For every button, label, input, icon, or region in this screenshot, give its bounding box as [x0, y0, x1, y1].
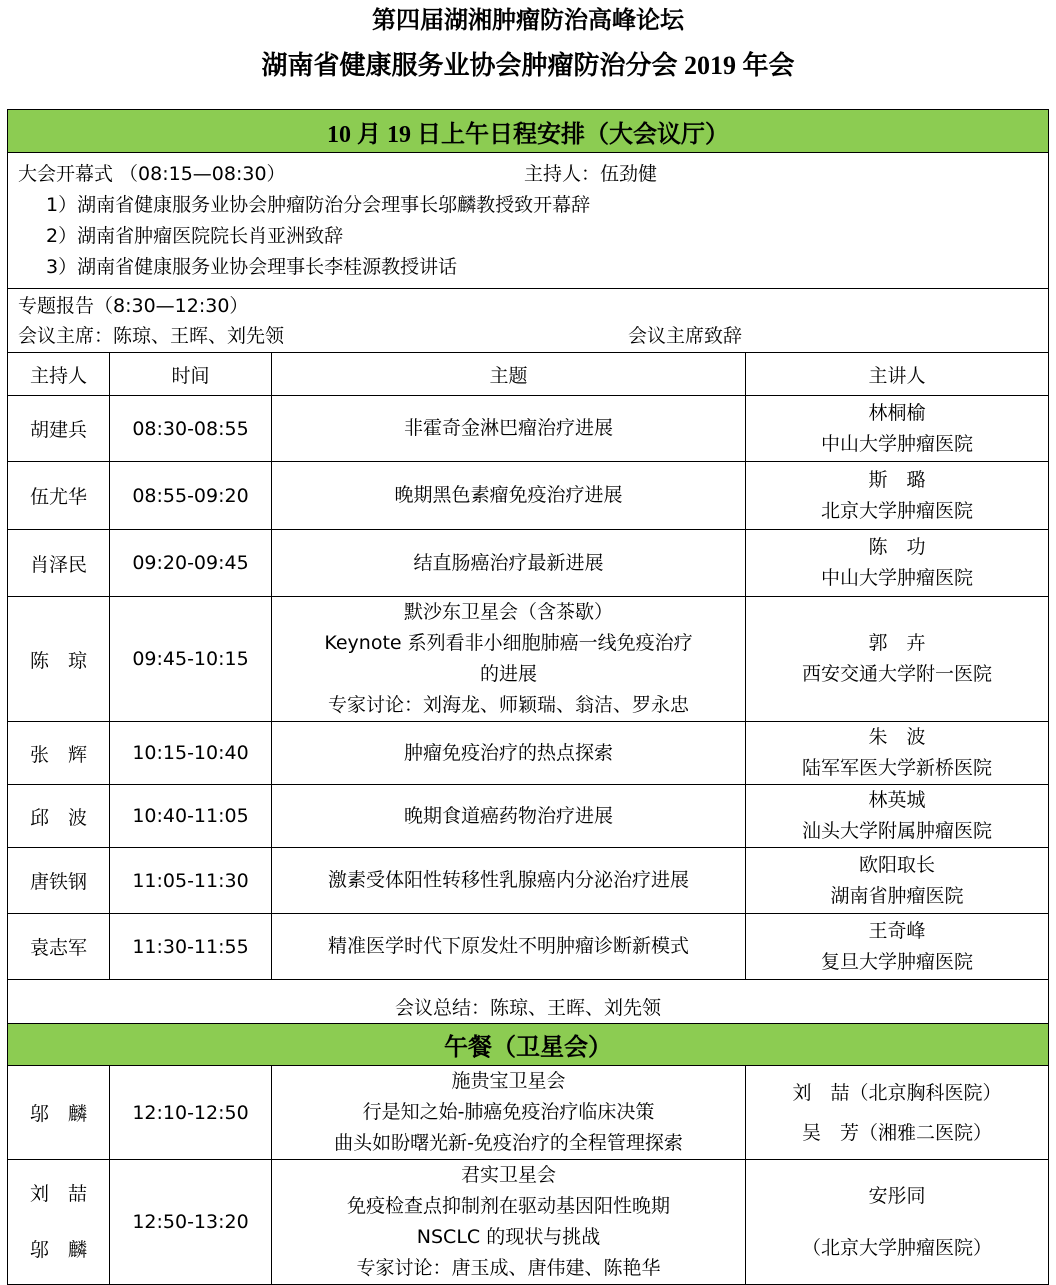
- col-header-host: 主持人: [8, 353, 110, 396]
- row-speaker: [746, 848, 1049, 914]
- speaker-hospital: 湖南省肿瘤医院: [830, 884, 964, 907]
- row-topic: [272, 785, 746, 848]
- row-speaker: [746, 1066, 1049, 1160]
- row-topic: [272, 848, 746, 914]
- topic-line: 非霍奇金淋巴瘤治疗进展: [403, 417, 613, 439]
- row-host: 邱 波: [8, 785, 110, 848]
- row-speaker: [746, 785, 1049, 848]
- schedule-table: [7, 109, 1049, 1285]
- column-header-row: [8, 353, 1049, 396]
- row-time: 09:45-10:15: [110, 597, 272, 722]
- opening-host: 主持人：伍劲健: [524, 163, 658, 185]
- host-name: 邬 麟: [29, 1239, 87, 1261]
- morning-banner-row: [8, 110, 1049, 153]
- topic-line: 默沙东卫星会（含茶歇）: [403, 601, 613, 623]
- topic-line: 晚期黑色素瘤免疫治疗进展: [394, 484, 623, 506]
- row-time: 12:10-12:50: [110, 1066, 272, 1160]
- speaker-line: 吴 芳（湘雅二医院）: [801, 1121, 992, 1144]
- topic-line: 精准医学时代下原发灶不明肿瘤诊断新模式: [327, 935, 689, 957]
- col-header-speaker: 主讲人: [746, 353, 1049, 396]
- topic-line: Keynote 系列看非小细胞肺癌一线免疫治疗: [324, 632, 693, 654]
- morning-banner: 10 月 19 日上午日程安排（大会议厅）: [8, 110, 1049, 153]
- topic-line: 专家讨论：唐玉成、唐伟建、陈艳华: [356, 1257, 661, 1279]
- row-topic: [272, 530, 746, 597]
- speaker-line: 刘 喆（北京胸科医院）: [792, 1081, 1002, 1104]
- row-time: 08:30-08:55: [110, 396, 272, 462]
- row-time: 08:55-09:20: [110, 462, 272, 530]
- row-time: 12:50-13:20: [110, 1160, 272, 1285]
- row-speaker: [746, 530, 1049, 597]
- topic-line: 行是知之始-肺癌免疫治疗临床决策: [362, 1101, 655, 1123]
- topic-line: 免疫检查点抑制剂在驱动基因阳性晚期: [346, 1195, 670, 1217]
- speaker-name: 王奇峰: [868, 919, 926, 942]
- speaker-name: 朱 波: [868, 726, 926, 748]
- row-speaker: [746, 462, 1049, 530]
- table-row: [8, 914, 1049, 980]
- row-time: 09:20-09:45: [110, 530, 272, 597]
- row-topic: [272, 1066, 746, 1160]
- row-topic: [272, 1160, 746, 1285]
- opening-row: [8, 153, 1049, 289]
- row-host: 袁志军: [8, 914, 110, 980]
- row-topic: [272, 462, 746, 530]
- row-topic: [272, 396, 746, 462]
- row-speaker: [746, 597, 1049, 722]
- speaker-name: 欧阳取长: [858, 853, 935, 876]
- speaker-hospital: 中山大学肿瘤医院: [820, 432, 973, 455]
- opening-item-1: 1）湖南省健康服务业协会肿瘤防治分会理事长邬麟教授致开幕辞: [46, 194, 591, 216]
- topic-line: 激素受体阳性转移性乳腺癌内分泌治疗进展: [327, 869, 689, 891]
- topic-line: 施贵宝卫星会: [451, 1070, 566, 1092]
- special-report-block: [8, 289, 1049, 353]
- special-report-label: 专题报告（8:30—12:30）: [18, 294, 249, 317]
- topic-line: 肿瘤免疫治疗的热点探索: [403, 741, 613, 764]
- table-row: [8, 1066, 1049, 1160]
- table-row: [8, 1160, 1049, 1285]
- row-topic: [272, 722, 746, 785]
- speaker-hospital: 陆军军医大学新桥医院: [801, 757, 992, 779]
- meeting-chairs: 会议主席：陈琼、王晖、刘先领: [18, 324, 285, 347]
- table-row: [8, 462, 1049, 530]
- row-host: 唐铁钢: [8, 848, 110, 914]
- row-speaker: [746, 914, 1049, 980]
- row-time: 11:05-11:30: [110, 848, 272, 914]
- table-row: [8, 396, 1049, 462]
- chair-speech: 会议主席致辞: [628, 324, 743, 347]
- topic-line: 结直肠癌治疗最新进展: [413, 551, 604, 574]
- speaker-hospital: （北京大学肿瘤医院）: [801, 1237, 992, 1259]
- opening-item-2: 2）湖南省肿瘤医院院长肖亚洲致辞: [46, 225, 344, 247]
- row-host: 胡建兵: [8, 396, 110, 462]
- host-name: 刘 喆: [29, 1183, 87, 1205]
- row-time: 10:40-11:05: [110, 785, 272, 848]
- row-host: 伍尤华: [8, 462, 110, 530]
- opening-item-3: 3）湖南省健康服务业协会理事长李桂源教授讲话: [46, 256, 458, 278]
- topic-line: 曲头如盼曙光新-免疫治疗的全程管理探索: [334, 1132, 683, 1154]
- annual-meeting-title: 湖南省健康服务业协会肿瘤防治分会 2019 年会: [261, 51, 795, 80]
- col-header-topic: 主题: [272, 353, 746, 396]
- table-row: [8, 530, 1049, 597]
- speaker-name: 林英城: [868, 789, 926, 811]
- topic-line: 专家讨论：刘海龙、师颖瑞、翁洁、罗永忠: [327, 694, 689, 716]
- meeting-summary: 会议总结：陈琼、王晖、刘先领: [8, 980, 1049, 1024]
- row-topic: [272, 914, 746, 980]
- lunch-banner-row: [8, 1024, 1049, 1066]
- row-speaker: [746, 722, 1049, 785]
- table-row: [8, 848, 1049, 914]
- opening-ceremony-block: [8, 153, 1049, 289]
- speaker-hospital: 中山大学肿瘤医院: [820, 567, 973, 589]
- speaker-hospital: 北京大学肿瘤医院: [820, 499, 973, 522]
- col-header-time: 时间: [110, 353, 272, 396]
- schedule-sheet: [7, 109, 1048, 1285]
- row-speaker: [746, 1160, 1049, 1285]
- speaker-hospital: 汕头大学附属肿瘤医院: [801, 820, 992, 842]
- row-host: 张 辉: [8, 722, 110, 785]
- speaker-name: 安彤同: [868, 1185, 926, 1207]
- row-time: 11:30-11:55: [110, 914, 272, 980]
- speaker-name: 郭 卉: [868, 632, 926, 654]
- row-topic: [272, 597, 746, 722]
- special-report-row: [8, 289, 1049, 353]
- row-host: [8, 1066, 110, 1160]
- row-host: 肖泽民: [8, 530, 110, 597]
- table-row: [8, 597, 1049, 722]
- speaker-name: 斯 璐: [868, 468, 926, 491]
- host-name: 邬 麟: [29, 1103, 87, 1125]
- speaker-name: 林桐榆: [868, 401, 926, 424]
- topic-line: 晚期食道癌药物治疗进展: [403, 804, 613, 827]
- speaker-name: 陈 功: [868, 536, 926, 558]
- table-row: [8, 722, 1049, 785]
- row-host: [8, 1160, 110, 1285]
- lunch-banner: 午餐（卫星会）: [8, 1024, 1049, 1066]
- row-host: 陈 琼: [8, 597, 110, 722]
- speaker-hospital: 西安交通大学附一医院: [801, 663, 992, 685]
- topic-line: 君实卫星会: [460, 1164, 556, 1186]
- topic-line: 的进展: [479, 663, 537, 685]
- topic-line: NSCLC 的现状与挑战: [416, 1226, 601, 1248]
- row-time: 10:15-10:40: [110, 722, 272, 785]
- summary-row: [8, 980, 1049, 1024]
- speaker-hospital: 复旦大学肿瘤医院: [820, 950, 973, 973]
- opening-label: 大会开幕式 （08:15—08:30）: [18, 163, 286, 185]
- row-speaker: [746, 396, 1049, 462]
- table-row: [8, 785, 1049, 848]
- forum-title: 第四届湖湘肿瘤防治高峰论坛: [372, 8, 684, 34]
